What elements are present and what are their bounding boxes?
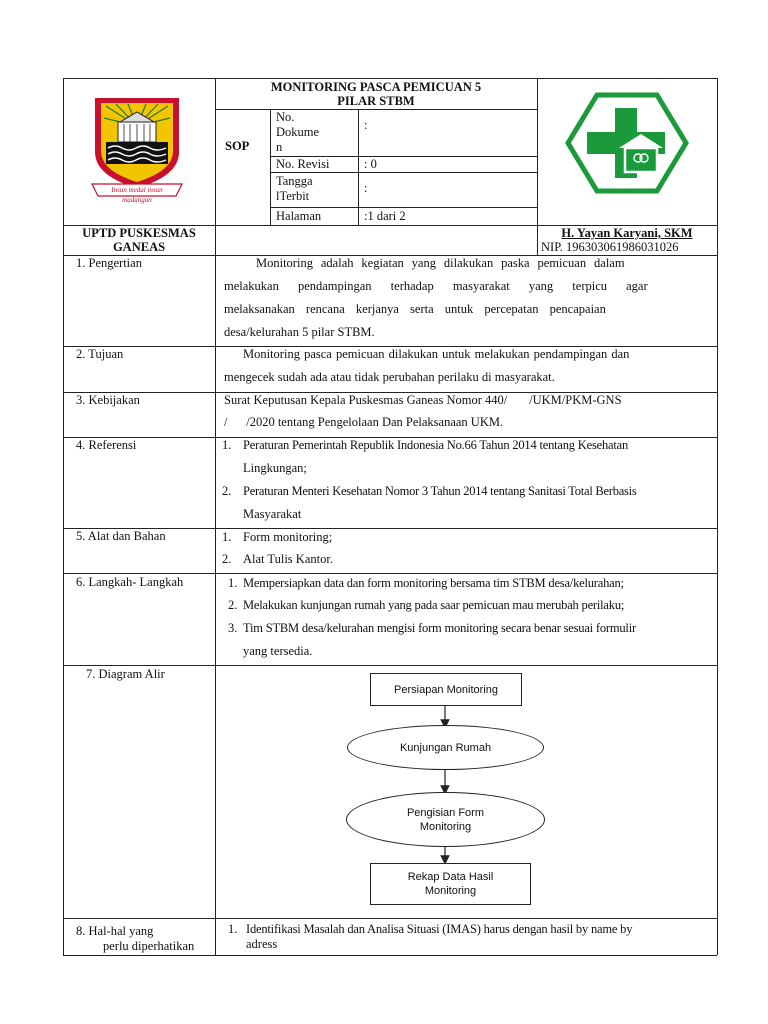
pengertian-line-1: Monitoring adalah kegiatan yang dilakukan paska pemicuan dalam [256,256,625,270]
health-cross-icon [565,92,689,194]
signer-nip: NIP. 196303061986031026 [541,240,679,254]
section-label-hal-line2: perlu diperhatikan [103,939,195,953]
meta-doc-no-value: : [364,118,368,132]
section-label-pengertian: 1. Pengertian [76,256,142,270]
alat-item-1-num: 1. [222,530,232,544]
kebijakan-line-1: Surat Keputusan Kepala Puskesmas Ganeas Nomor 440/ /UKM/PKM-GNS [224,393,622,407]
tujuan-line-2: mengecek sudah ada atau tidak perubahan perilaku di masyarakat. [224,370,555,384]
regional-logo [90,92,184,202]
org-name-line2: GANEAS [112,240,166,254]
referensi-item-1-num: 1. [222,438,232,452]
signer-name: H. Yayan Karyani, SKM [561,226,693,240]
flow-step-rekap: Rekap Data Hasil Monitoring [370,863,531,905]
langkah-item-2-text: Melakukan kunjungan rumah yang pada saar pemicuan mau merubah perilaku; [243,598,625,612]
langkah-item-1-num: 1. [228,576,238,590]
kebijakan-line-2: / /2020 tentang Pengelolaan Dan Pelaksanaan UKM. [224,415,504,429]
hal-item-1-num: 1. [228,922,238,936]
alat-item-1-text: Form monitoring; [243,530,333,544]
langkah-item-2-num: 2. [228,598,238,612]
meta-doc-no-label-3: n [276,140,283,154]
pengertian-line-4: desa/kelurahan 5 pilar STBM. [224,325,375,339]
meta-page-label: Halaman [276,209,322,223]
section-label-hal-line1: 8. Hal-hal yang [76,924,154,938]
meta-date-label-1: Tangga [276,174,313,188]
meta-date-label-2: lTerbit [276,189,310,203]
meta-revision-value: : 0 [364,157,377,171]
referensi-item-1-line-2: Lingkungan; [243,461,307,475]
tujuan-line-1: Monitoring pasca pemicuan dilakukan untuk melakukan pendampingan dan [243,347,630,361]
langkah-item-3-num: 3. [228,621,238,635]
org-name-line1: UPTD PUSKESMAS [82,226,196,240]
langkah-item-1-text: Mempersiapkan data dan form monitoring bersama tim STBM desa/kelurahan; [243,576,624,590]
kemenkes-logo [565,92,689,194]
langkah-item-3-text: Tim STBM desa/kelurahan mengisi form monitoring secara benar sesuai formulir [243,621,636,635]
section-label-alat-bahan: 5. Alat dan Bahan [76,529,166,543]
meta-doc-no-label-1: No. [276,110,295,124]
referensi-item-2-line-2: Masyarakat [243,507,302,521]
section-label-diagram: 7. Diagram Alir [86,667,165,681]
referensi-item-2-num: 2. [222,484,232,498]
section-label-kebijakan: 3. Kebijakan [76,393,140,407]
pengertian-line-2: melakukan pendampingan terhadap masyarakat yang terpicu agar [224,279,648,293]
meta-revision-label: No. Revisi [276,157,330,171]
langkah-item-3-cont: yang tersedia. [243,644,313,658]
flow-step-kunjungan: Kunjungan Rumah [347,725,544,770]
alat-item-2-num: 2. [222,552,232,566]
meta-doc-no-label-2: Dokume [276,125,320,139]
flow-step-persiapan: Persiapan Monitoring [370,673,522,706]
section-label-tujuan: 2. Tujuan [76,347,124,361]
referensi-item-1-line-1: Peraturan Pemerintah Republik Indonesia No.66 Tahun 2014 tentang Kesehatan [243,438,629,452]
alat-item-2-text: Alat Tulis Kantor. [243,552,333,566]
referensi-item-2-line-1: Peraturan Menteri Kesehatan Nomor 3 Tahun 2014 tentang Sanitasi Total Berbasis [243,484,637,498]
pengertian-line-3: melaksanakan rencana kerjanya serta untuk percepatan pencapaian [224,302,606,316]
hal-item-1-line-1: Identifikasi Masalah dan Analisa Situasi (IMAS) harus dengan hasil by name by [246,922,633,936]
doc-title-line2: PILAR STBM [337,94,415,108]
sop-label: SOP [225,139,250,153]
meta-date-value: : [364,181,368,195]
hal-item-1-line-2: adress [246,937,278,951]
flow-step-pengisian: Pengisian Form Monitoring [346,792,545,847]
section-label-langkah: 6. Langkah- Langkah [76,575,184,589]
meta-page-value: :1 dari 2 [364,209,406,223]
section-label-referensi: 4. Referensi [76,438,137,452]
logo-banner-text: Insun medal insun madangan [111,186,163,204]
doc-title-line1: MONITORING PASCA PEMICUAN 5 [270,80,482,94]
